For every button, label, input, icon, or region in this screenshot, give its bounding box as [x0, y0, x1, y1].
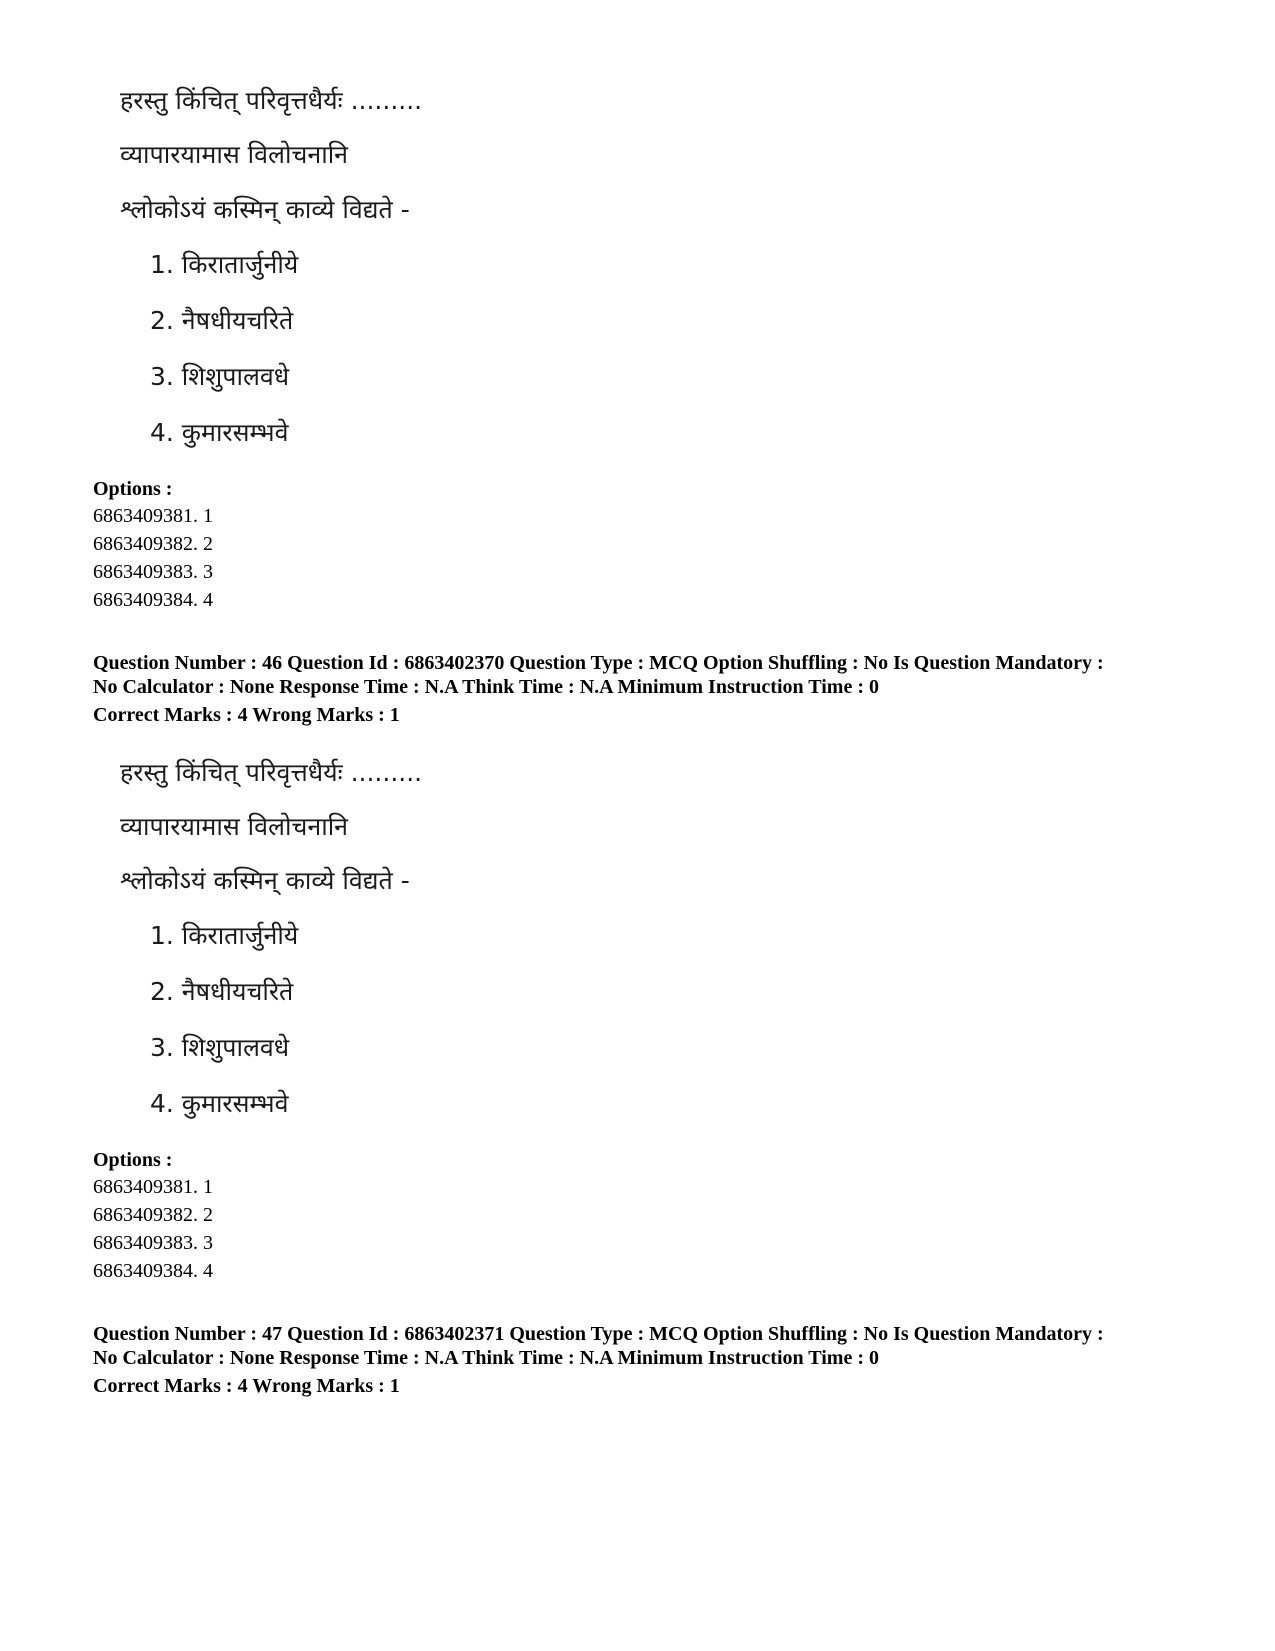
option-item: 6863409381. 1 — [93, 1176, 213, 1198]
marks-line: Correct Marks : 4 Wrong Marks : 1 — [93, 704, 400, 726]
question-meta-line: No Calculator : None Response Time : N.A Think Time : N.A Minimum Instruction Time : 0 — [93, 1347, 879, 1369]
option-item: 6863409382. 2 — [93, 533, 213, 555]
question-line: हरस्तु किंचित् परिवृत्तधैर्यः ......... — [120, 758, 423, 787]
question-line: हरस्तु किंचित् परिवृत्तधैर्यः ......... — [120, 86, 423, 115]
question-line: श्लोकोऽयं कस्मिन् काव्ये विद्यते - — [120, 195, 410, 224]
option-item: 6863409384. 4 — [93, 1260, 213, 1282]
answer-choice: 1. किरातार्जुनीये — [150, 921, 299, 950]
answer-choice: 4. कुमारसम्भवे — [150, 418, 289, 447]
question-line: श्लोकोऽयं कस्मिन् काव्ये विद्यते - — [120, 866, 410, 895]
answer-choice: 3. शिशुपालवधे — [150, 1033, 290, 1062]
question-meta-line: Question Number : 46 Question Id : 6863402370 Question Type : MCQ Option Shuffling : No Is Question Mandatory : — [93, 652, 1104, 674]
question-meta-line: No Calculator : None Response Time : N.A Think Time : N.A Minimum Instruction Time : 0 — [93, 676, 879, 698]
answer-choice: 1. किरातार्जुनीये — [150, 250, 299, 279]
answer-choice: 2. नैषधीयचरिते — [150, 977, 294, 1006]
question-line: व्यापारयामास विलोचनानि — [120, 140, 349, 169]
question-meta-line: Question Number : 47 Question Id : 6863402371 Question Type : MCQ Option Shuffling : No Is Question Mandatory : — [93, 1323, 1104, 1345]
option-item: 6863409384. 4 — [93, 589, 213, 611]
answer-choice: 3. शिशुपालवधे — [150, 362, 290, 391]
answer-choice: 2. नैषधीयचरिते — [150, 306, 294, 335]
question-line: व्यापारयामास विलोचनानि — [120, 812, 349, 841]
option-item: 6863409383. 3 — [93, 561, 213, 583]
answer-choice: 4. कुमारसम्भवे — [150, 1089, 289, 1118]
option-item: 6863409383. 3 — [93, 1232, 213, 1254]
options-heading: Options : — [93, 478, 173, 500]
marks-line: Correct Marks : 4 Wrong Marks : 1 — [93, 1375, 400, 1397]
options-heading: Options : — [93, 1149, 173, 1171]
option-item: 6863409382. 2 — [93, 1204, 213, 1226]
option-item: 6863409381. 1 — [93, 505, 213, 527]
